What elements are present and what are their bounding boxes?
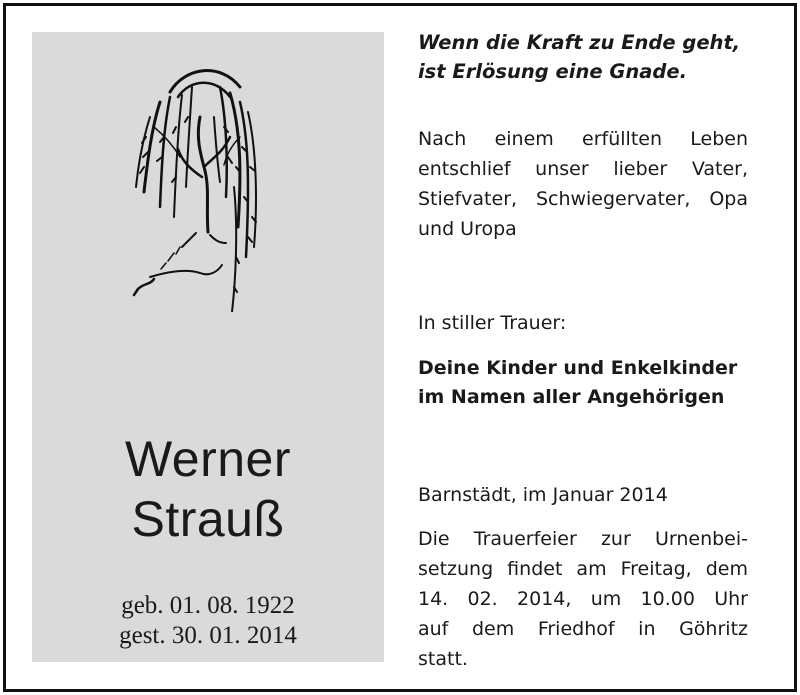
- death-date: gest. 30. 01. 2014: [119, 622, 297, 649]
- motto-line: Wenn die Kraft zu Ende geht,: [418, 31, 741, 54]
- service-line: 14. 02. 2014, um 10.00 Uhr: [418, 588, 748, 610]
- mourners: [418, 354, 748, 412]
- mourning-intro: In stiller Trauer:: [418, 312, 567, 334]
- mourners-line: Deine Kinder und Enkelkinder: [418, 357, 738, 379]
- death-announcement: [418, 124, 748, 244]
- service-line: setzung findet am Freitag, dem: [418, 558, 748, 580]
- place-date: Barnstädt, im Januar 2014: [418, 484, 668, 506]
- obituary-left-panel: [32, 32, 384, 662]
- announcement-line: und Uropa: [418, 218, 517, 240]
- deceased-last-name: Strauß: [131, 491, 285, 547]
- service-line: auf dem Friedhof in Göhritz: [418, 618, 748, 640]
- announcement-line: entschlief unser lieber Vater,: [418, 158, 748, 180]
- mourners-line: im Namen aller Angehörigen: [418, 386, 725, 408]
- deceased-first-name: Werner: [124, 431, 291, 487]
- motto-line: ist Erlösung eine Gnade.: [418, 60, 687, 83]
- motto: [418, 28, 748, 86]
- birth-date: geb. 01. 08. 1922: [121, 592, 295, 619]
- service-details: [418, 524, 748, 674]
- service-line: statt.: [418, 648, 468, 670]
- weeping-willow-icon: [130, 57, 270, 312]
- announcement-line: Stiefvater, Schwiegervater, Opa: [418, 188, 748, 210]
- service-line: Die Trauerfeier zur Urnenbei-: [418, 528, 748, 550]
- announcement-line: Nach einem erfüllten Leben: [418, 128, 748, 150]
